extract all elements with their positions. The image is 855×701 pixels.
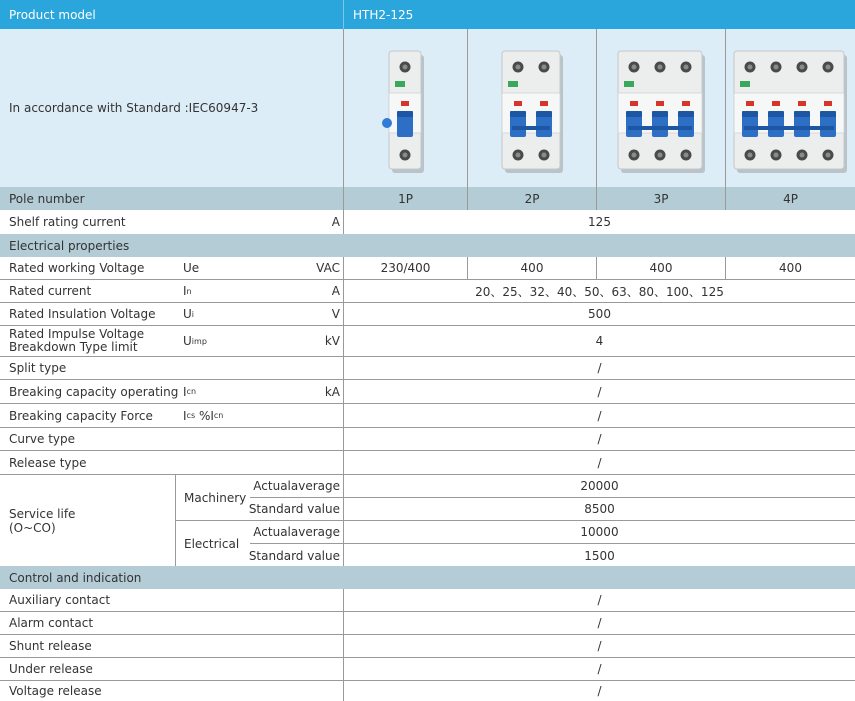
control-row: [0, 681, 855, 701]
section-control-label: Control and indication: [9, 570, 142, 585]
voltage-2p: 400: [467, 257, 596, 279]
image-row: [0, 29, 855, 187]
voltage-unit: VAC: [316, 261, 340, 275]
split-value: /: [343, 357, 855, 379]
rated-current-label: Rated current: [9, 284, 92, 298]
insulation-unit: V: [331, 307, 340, 321]
shelf-row: [0, 210, 855, 234]
product-model-value: HTH2-125: [343, 0, 855, 29]
impulse-label: Rated Impulse Voltage Breakdown Type limit: [9, 327, 145, 354]
curve-value: /: [343, 428, 855, 450]
breaking-force-symbol: I cs %I cn: [183, 408, 224, 423]
section-electrical: [0, 234, 855, 257]
control-label: Shunt release: [9, 639, 92, 653]
elec-standard-value: 1500: [343, 544, 855, 567]
mach-actual-value: 20000: [343, 475, 855, 498]
product-model-row: [0, 0, 855, 29]
pole-number-row: [0, 187, 855, 210]
1p-breaker-photo: [382, 51, 424, 173]
4p-breaker-photo: [734, 51, 847, 173]
breaking-op-row: [0, 380, 855, 404]
split-row: [0, 357, 855, 380]
rated-current-unit: A: [331, 284, 340, 298]
voltage-4p: 400: [725, 257, 855, 279]
insulation-value: 500: [343, 303, 855, 325]
pole-1p: 1P: [343, 187, 467, 210]
pole-4p: 4P: [725, 187, 855, 210]
shelf-label: Shelf rating current: [9, 215, 126, 229]
impulse-value: 4: [343, 326, 855, 356]
control-value: /: [343, 612, 855, 634]
control-row: [0, 612, 855, 635]
control-row: [0, 635, 855, 658]
service-life-label: Service life (O~CO): [9, 507, 76, 535]
rated-current-symbol: I n: [183, 284, 192, 298]
shelf-unit: A: [331, 215, 340, 229]
rated-current-value: 20、25、32、40、50、63、80、100、125: [343, 280, 855, 302]
service-life-block: [0, 474, 855, 566]
impulse-symbol: U imp: [183, 334, 207, 348]
breaker-images: [343, 29, 855, 187]
pole-3p: 3P: [596, 187, 725, 210]
control-row: [0, 589, 855, 612]
control-label: Voltage release: [9, 684, 102, 698]
control-value: /: [343, 635, 855, 657]
2p-breaker-photo: [502, 51, 563, 173]
voltage-symbol: Ue: [183, 261, 200, 275]
section-control: [0, 566, 855, 589]
split-label: Split type: [9, 361, 67, 375]
mach-actual-label: Actualaverage: [250, 475, 343, 498]
insulation-label: Rated Insulation Voltage: [9, 307, 156, 321]
breaking-op-label: Breaking capacity operating: [9, 384, 179, 399]
control-value: /: [343, 658, 855, 680]
machinery-label: Machinery: [175, 475, 250, 521]
standard-text: In accordance with Standard :IEC60947-3: [9, 101, 259, 115]
elec-actual-label: Actualaverage: [250, 521, 343, 544]
pole-2p: 2P: [467, 187, 596, 210]
elec-actual-value: 10000: [343, 521, 855, 544]
shelf-value: 125: [343, 210, 855, 234]
breaking-op-value: /: [343, 380, 855, 403]
voltage-1p: 230/400: [343, 257, 467, 279]
impulse-unit: kV: [324, 334, 340, 348]
section-electrical-label: Electrical properties: [9, 238, 130, 253]
product-model-label: Product model: [9, 7, 96, 22]
pole-number-label: Pole number: [9, 191, 85, 206]
breaking-op-unit: kA: [324, 384, 340, 399]
electrical-label: Electrical: [175, 521, 250, 567]
mach-standard-label: Standard value: [250, 498, 343, 521]
release-row: [0, 451, 855, 474]
insulation-symbol: U i: [183, 307, 195, 321]
voltage-label: Rated working Voltage: [9, 261, 145, 275]
breaking-force-row: [0, 404, 855, 428]
impulse-row: [0, 326, 855, 357]
curve-label: Curve type: [9, 432, 76, 446]
breaking-force-label: Breaking capacity Force: [9, 408, 153, 423]
mach-standard-value: 8500: [343, 498, 855, 521]
voltage-row: [0, 257, 855, 280]
3p-breaker-photo: [618, 51, 705, 173]
curve-row: [0, 428, 855, 451]
elec-standard-label: Standard value: [248, 548, 340, 563]
rated-current-row: [0, 280, 855, 303]
voltage-3p: 400: [596, 257, 725, 279]
control-row: [0, 658, 855, 681]
control-value: /: [343, 589, 855, 611]
control-label: Alarm contact: [9, 616, 94, 630]
release-label: Release type: [9, 455, 87, 470]
insulation-row: [0, 303, 855, 326]
control-value: /: [343, 681, 855, 701]
breaking-op-symbol: I cn: [183, 384, 197, 399]
release-value: /: [343, 451, 855, 474]
control-label: Under release: [9, 662, 93, 676]
breaking-force-value: /: [343, 404, 855, 427]
control-label: Auxiliary contact: [9, 593, 111, 607]
